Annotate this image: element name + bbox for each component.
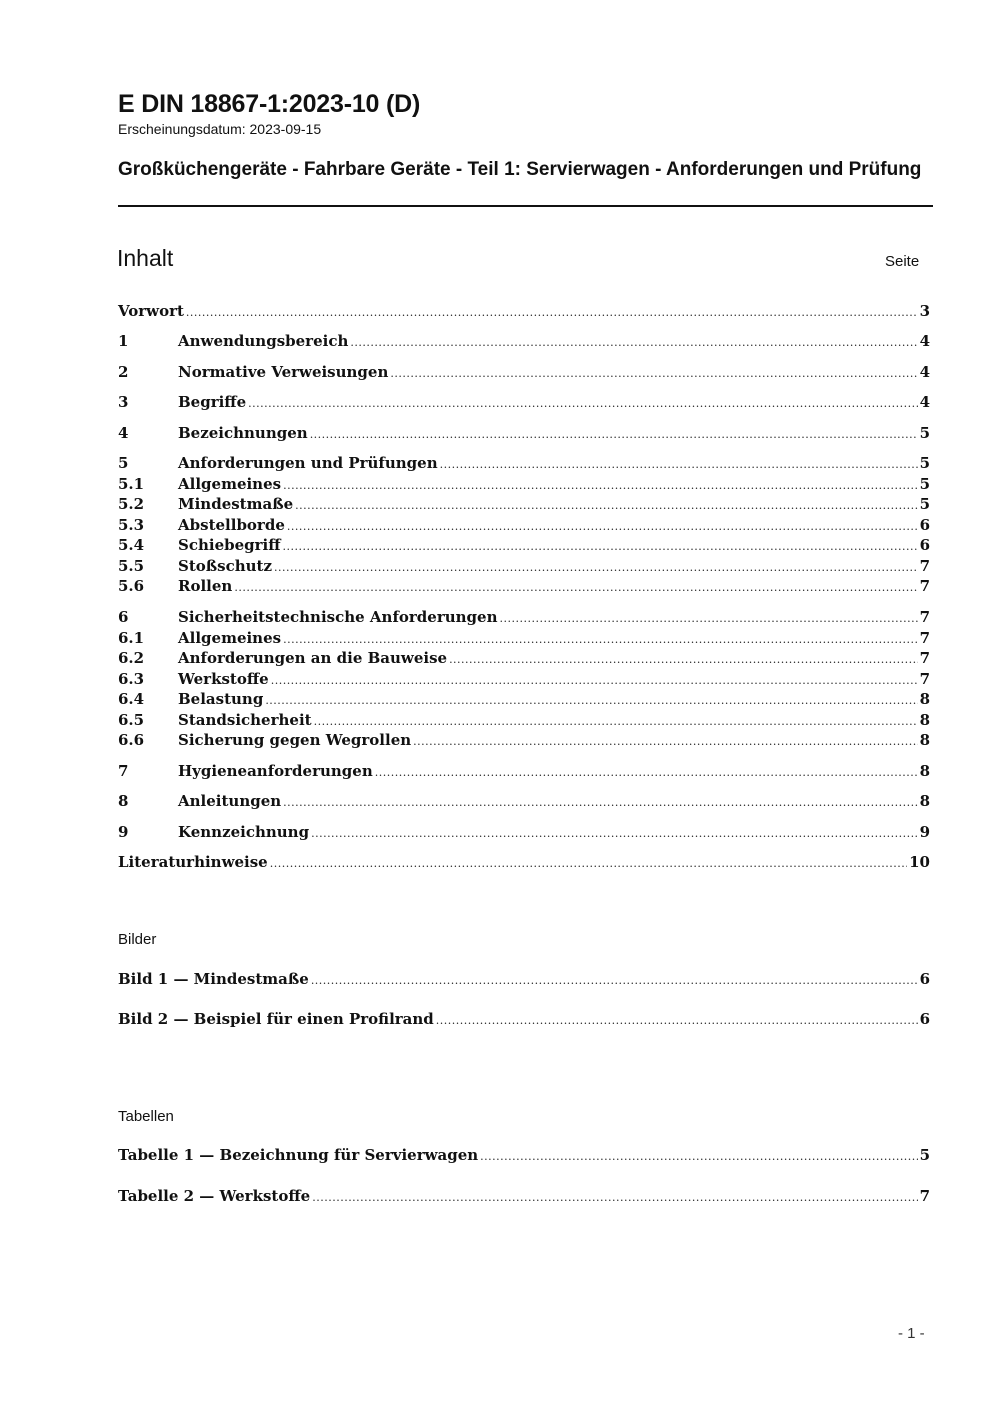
toc-entry[interactable] (118, 393, 930, 413)
leader-dots (436, 1014, 918, 1027)
leader-dots (310, 428, 918, 441)
leader-dots (311, 974, 918, 987)
toc-entry-page: 3 (919, 302, 930, 320)
leader-dots (283, 633, 917, 646)
toc-entry-page: 7 (919, 649, 930, 667)
toc-entry[interactable] (118, 577, 930, 597)
toc-entry-page: 6 (919, 536, 930, 554)
toc-entry[interactable] (118, 495, 930, 515)
toc-entry-page: 7 (919, 629, 930, 647)
toc-entry-number: 5.1 (118, 475, 145, 493)
leader-dots (500, 612, 918, 625)
toc-entry[interactable] (118, 649, 930, 669)
table-entry-label: Tabelle 1 — Bezeichnung für Servierwagen (118, 1146, 479, 1164)
toc-entry-page: 10 (909, 853, 930, 871)
leader-dots (265, 694, 917, 707)
toc-entry-page: 8 (919, 731, 930, 749)
toc-entry-page: 8 (919, 762, 930, 780)
toc-entry-page: 8 (919, 792, 930, 810)
toc-entry-label: Mindestmaße (178, 495, 294, 513)
figure-entry[interactable] (118, 1010, 930, 1030)
table-entry-page: 7 (919, 1187, 930, 1205)
toc-entry[interactable] (118, 424, 930, 444)
toc-entry[interactable] (118, 731, 930, 751)
table-entry[interactable] (118, 1187, 930, 1207)
toc-entry-vorwort[interactable] (118, 302, 930, 322)
tables-heading: Tabellen (118, 1108, 174, 1125)
toc-entry-label: Kennzeichnung (178, 823, 310, 841)
toc-entry-number: 6.3 (118, 670, 145, 688)
toc-entry-page: 7 (919, 557, 930, 575)
toc-entry-page: 8 (919, 711, 930, 729)
leader-dots (287, 520, 918, 533)
toc-entry-number: 3 (118, 393, 129, 411)
toc-entry[interactable] (118, 711, 930, 731)
leader-dots (283, 796, 917, 809)
toc-entry-literaturhinweise[interactable] (118, 853, 930, 873)
leader-dots (283, 540, 918, 553)
toc-entry[interactable] (118, 536, 930, 556)
leader-dots (311, 827, 917, 840)
toc-entry-page: 4 (919, 393, 930, 411)
toc-entry-page: 5 (919, 424, 930, 442)
toc-entry-number: 7 (118, 762, 129, 780)
toc-heading: Inhalt (117, 245, 174, 271)
toc-entry-number: 5.5 (118, 557, 145, 575)
toc-entry-number: 6.2 (118, 649, 145, 667)
toc-entry-label: Abstellborde (178, 516, 285, 534)
leader-dots (248, 397, 917, 410)
toc-entry-number: 9 (118, 823, 129, 841)
toc-entry-number: 6.5 (118, 711, 145, 729)
document-id: E DIN 18867-1:2023-10 (D) (118, 90, 421, 118)
title-divider (118, 205, 933, 207)
toc-entry-label: Stoßschutz (178, 557, 272, 575)
table-entry-page: 5 (919, 1146, 930, 1164)
leader-dots (270, 857, 907, 870)
toc-entry-label: Werkstoffe (178, 670, 269, 688)
publication-date: Erscheinungsdatum: 2023-09-15 (118, 121, 322, 137)
toc-entry[interactable] (118, 792, 930, 812)
toc-page-column-label: Seite (885, 253, 920, 270)
leader-dots (314, 715, 918, 728)
toc-entry-page: 5 (919, 495, 930, 513)
toc-entry-label: Rollen (178, 577, 233, 595)
leader-dots (283, 479, 917, 492)
toc-entry[interactable] (118, 475, 930, 495)
leader-dots (295, 499, 917, 512)
figure-entry-label: Bild 2 — Beispiel für einen Profilrand (118, 1010, 434, 1028)
toc-entry[interactable] (118, 608, 930, 628)
toc-entry[interactable] (118, 454, 930, 474)
leader-dots (449, 653, 918, 666)
leader-dots (413, 735, 917, 748)
toc-entry-page: 7 (919, 577, 930, 595)
page-number: - 1 - (898, 1325, 925, 1342)
toc-entry-number: 5.4 (118, 536, 145, 554)
figure-entry-page: 6 (919, 970, 930, 988)
toc-entry-label: Begriffe (178, 393, 247, 411)
toc-entry-page: 4 (919, 332, 930, 350)
toc-entry-label: Vorwort (118, 302, 184, 320)
figure-entry[interactable] (118, 970, 930, 990)
leader-dots (234, 581, 917, 594)
toc-entry[interactable] (118, 557, 930, 577)
leader-dots (480, 1150, 917, 1163)
toc-entry[interactable] (118, 332, 930, 352)
leader-dots (350, 336, 917, 349)
toc-entry[interactable] (118, 629, 930, 649)
toc-entry-label: Allgemeines (178, 475, 282, 493)
toc-entry-page: 5 (919, 475, 930, 493)
toc-entry-label: Allgemeines (178, 629, 282, 647)
table-entry-label: Tabelle 2 — Werkstoffe (118, 1187, 311, 1205)
toc-entry-label: Normative Verweisungen (178, 363, 389, 381)
toc-entry-number: 6.4 (118, 690, 145, 708)
toc-entry-number: 5.2 (118, 495, 145, 513)
toc-entry-label: Schiebegriff (178, 536, 281, 554)
toc-entry-label: Hygieneanforderungen (178, 762, 373, 780)
toc-entry-number: 6 (118, 608, 129, 626)
toc-entry-label: Anforderungen an die Bauweise (178, 649, 448, 667)
toc-entry[interactable] (118, 762, 930, 782)
toc-entry[interactable] (118, 516, 930, 536)
toc-entry-number: 5 (118, 454, 129, 472)
toc-entry-page: 7 (919, 670, 930, 688)
toc-entry[interactable] (118, 363, 930, 383)
toc-entry-number: 6.1 (118, 629, 145, 647)
toc-entry-label: Belastung (178, 690, 264, 708)
toc-entry-page: 9 (919, 823, 930, 841)
toc-entry-label: Sicherung gegen Wegrollen (178, 731, 412, 749)
toc-entry-page: 7 (919, 608, 930, 626)
toc-entry-number: 5.3 (118, 516, 145, 534)
toc-entry-number: 1 (118, 332, 129, 350)
toc-entry-label: Standsicherheit (178, 711, 312, 729)
leader-dots (312, 1191, 917, 1204)
leader-dots (274, 561, 918, 574)
toc-entry-number: 6.6 (118, 731, 145, 749)
toc-entry-number: 2 (118, 363, 129, 381)
toc-entry-label: Literaturhinweise (118, 853, 268, 871)
toc-entry[interactable] (118, 690, 930, 710)
toc-entry-number: 8 (118, 792, 129, 810)
toc-entry-page: 6 (919, 516, 930, 534)
toc-entry-label: Bezeichnungen (178, 424, 308, 442)
toc-entry[interactable] (118, 823, 930, 843)
toc-entry-page: 8 (919, 690, 930, 708)
leader-dots (440, 458, 918, 471)
table-entry[interactable] (118, 1146, 930, 1166)
toc-entry-label: Anleitungen (178, 792, 282, 810)
leader-dots (375, 766, 918, 779)
toc-entry[interactable] (118, 670, 930, 690)
toc-entry-page: 5 (919, 454, 930, 472)
toc-entry-label: Sicherheitstechnische Anforderungen (178, 608, 498, 626)
document-title: Großküchengeräte - Fahrbare Geräte - Teil 1: Servierwagen - Anforderungen und Prüfung (118, 159, 922, 180)
toc-entry-label: Anforderungen und Prüfungen (178, 454, 438, 472)
figure-entry-page: 6 (919, 1010, 930, 1028)
figure-entry-label: Bild 1 — Mindestmaße (118, 970, 309, 988)
leader-dots (186, 306, 918, 319)
toc-entry-number: 5.6 (118, 577, 145, 595)
leader-dots (271, 674, 918, 687)
toc-entry-label: Anwendungsbereich (178, 332, 349, 350)
toc-entry-page: 4 (919, 363, 930, 381)
toc-entry-number: 4 (118, 424, 129, 442)
leader-dots (390, 367, 917, 380)
figures-heading: Bilder (118, 931, 157, 948)
